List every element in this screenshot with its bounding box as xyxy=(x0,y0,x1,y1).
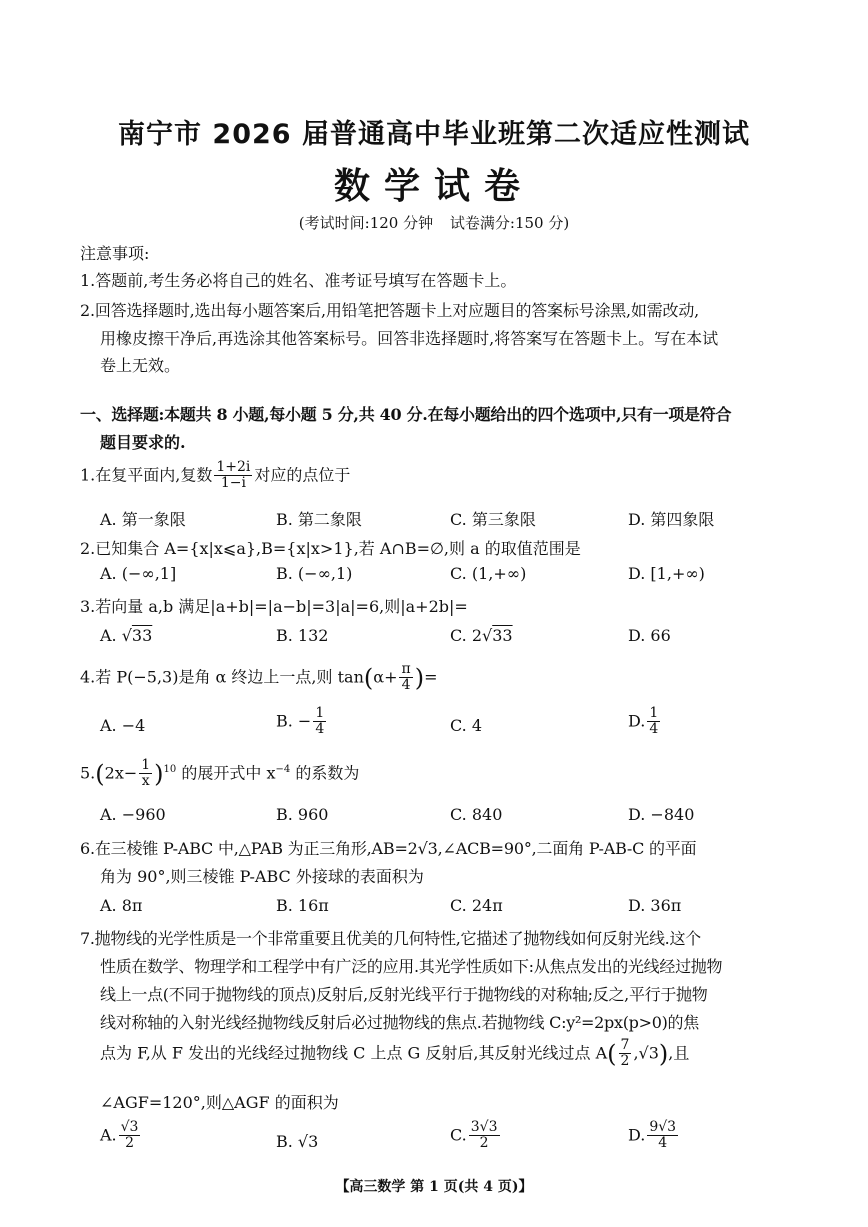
q1-den: 1−i xyxy=(220,475,246,492)
q7-point-den: 2 xyxy=(620,1053,630,1070)
q4-num: π xyxy=(401,661,411,677)
q7-text-end: ,且 xyxy=(668,1043,690,1063)
q3-c-prefix: C. 2√ xyxy=(450,626,493,645)
question-5: 5.(2x− $\frac{1}{x}$ )$^{10}$ 的展开式中 $x^{-4}$ 的系数为 xyxy=(80,757,360,790)
q2-option-a: A. (−∞,1] xyxy=(100,564,177,583)
exam-time: (考试时间:120 分钟 xyxy=(298,214,434,232)
q6-option-b: B. 16π xyxy=(276,896,329,915)
q1-option-c: C. 第三象限 xyxy=(450,510,536,529)
q6-option-a: A. 8π xyxy=(100,896,143,915)
q7-c-fraction xyxy=(469,1120,500,1152)
q5-number: 5. xyxy=(80,763,96,783)
q1-option-a: A. 第一象限 xyxy=(100,510,186,529)
q5-inner: 2x− xyxy=(104,763,138,783)
q4-d-fraction xyxy=(647,706,660,738)
section-heading: 一、选择题:本题共 8 小题,每小题 5 分,共 40 分.在每小题给出的四个选项中,只有一项是符合 xyxy=(80,405,732,424)
q7-option-c xyxy=(450,1120,502,1152)
q7-a-num: √3 xyxy=(120,1119,139,1135)
q2-option-b: B. (−∞,1) xyxy=(276,564,353,583)
question-6-cont: 角为 90°,则三棱锥 P-ABC 外接球的表面积为 xyxy=(100,867,424,886)
q4-text-end: = xyxy=(424,667,438,687)
q5-exponent: 10 xyxy=(163,764,177,776)
q5-exponent-2: −4 xyxy=(275,764,291,776)
q3-option-b: B. 132 xyxy=(276,626,329,645)
q3-option-d: D. 66 xyxy=(628,626,671,645)
q3-option-c xyxy=(450,626,513,645)
q4-option-d xyxy=(628,706,662,738)
q4-option-a: A. −4 xyxy=(100,716,146,735)
q5-option-d: D. −840 xyxy=(628,805,695,824)
q7-point-y: ,√3 xyxy=(633,1043,659,1063)
q6-option-c: C. 24π xyxy=(450,896,503,915)
q1-fraction xyxy=(214,460,252,492)
page-footer: 【高三数学 第 1 页(共 4 页)】 xyxy=(335,1179,533,1195)
question-7-cont: 性质在数学、物理学和工程学中有广泛的应用.其光学性质如下:从焦点发出的光线经过抛物 xyxy=(100,957,723,976)
exam-info xyxy=(0,212,868,233)
notice-item: 用橡皮擦干净后,再选涂其他答案标号。回答非选择题时,将答案写在答题卡上。写在本试 xyxy=(100,329,719,348)
q1-text-end: 对应的点位于 xyxy=(254,465,351,485)
q7-option-a xyxy=(100,1120,142,1152)
q4-inner: α+ xyxy=(373,667,398,687)
q5-text: 的展开式中 x xyxy=(176,763,276,783)
question-7-cont: 点为 F,从 F 发出的光线经过抛物线 C 上点 G 反射后,其反射光线过点 A( $\frac{7}{2}$ ,√3),且 xyxy=(100,1037,690,1070)
q4-b-prefix: B. − xyxy=(276,711,312,731)
q7-option-b: B. √3 xyxy=(276,1132,319,1151)
notice-heading: 注意事项: xyxy=(80,244,150,263)
q1-text: 1.在复平面内,复数 xyxy=(80,465,213,485)
full-score: 试卷满分:150 分) xyxy=(449,214,570,232)
question-4: 4.若 P(−5,3)是角 α 终边上一点,则 tan(α+ $\frac{\pi}{4}$ )= xyxy=(80,661,438,694)
q7-d-den: 4 xyxy=(658,1135,668,1152)
q7-c-den: 2 xyxy=(479,1135,489,1152)
section-heading-cont: 题目要求的. xyxy=(100,433,186,452)
q7-text: 点为 F,从 F 发出的光线经过抛物线 C 上点 G 反射后,其反射光线过点 A xyxy=(100,1043,608,1063)
q4-b-den: 4 xyxy=(315,721,325,738)
q5-den: x xyxy=(141,773,150,790)
q1-num: 1+2i xyxy=(216,459,251,475)
q5-option-c: C. 840 xyxy=(450,805,503,824)
subject-title: 数学试卷 xyxy=(333,166,534,207)
q5-fraction xyxy=(139,758,152,790)
q3-a-radicand: 33 xyxy=(131,626,153,645)
q3-option-a xyxy=(100,626,152,645)
question-1 xyxy=(80,460,350,492)
notice-item: 2.回答选择题时,选出每小题答案后,用铅笔把答题卡上对应题目的答案标号涂黑,如需改动, xyxy=(80,301,700,320)
q2-option-d: D. [1,+∞) xyxy=(628,564,705,583)
q4-d-prefix: D. xyxy=(628,711,646,731)
q7-a-prefix: A. xyxy=(100,1125,117,1145)
q2-option-c: C. (1,+∞) xyxy=(450,564,527,583)
q7-point-num: 7 xyxy=(620,1037,630,1053)
question-3: 3.若向量 a,b 满足|a+b|=|a−b|=3|a|=6,则|a+2b|= xyxy=(80,597,468,616)
question-7-cont: ∠AGF=120°,则△AGF 的面积为 xyxy=(100,1093,339,1112)
q5-option-b: B. 960 xyxy=(276,805,329,824)
question-6: 6.在三棱锥 P-ABC 中,△PAB 为正三角形,AB=2√3,∠ACB=90°,二面角 P-AB-C 的平面 xyxy=(80,839,697,858)
q4-b-num: 1 xyxy=(315,705,325,721)
q7-a-den: 2 xyxy=(125,1135,135,1152)
q5-text-end: 的系数为 xyxy=(290,763,360,783)
q3-c-radicand: 33 xyxy=(492,626,513,645)
q4-option-c: C. 4 xyxy=(450,716,483,735)
q5-num: 1 xyxy=(141,757,151,773)
q4-den: 4 xyxy=(401,677,411,694)
q7-c-num: 3√3 xyxy=(470,1119,498,1135)
q4-b-fraction xyxy=(313,706,326,738)
q4-d-num: 1 xyxy=(649,705,659,721)
q4-fraction xyxy=(399,662,412,694)
q7-point-fraction xyxy=(619,1038,632,1070)
q1-option-d: D. 第四象限 xyxy=(628,510,715,529)
q1-option-b: B. 第二象限 xyxy=(276,510,362,529)
notice-item: 1.答题前,考生务必将自己的姓名、准考证号填写在答题卡上。 xyxy=(80,271,517,290)
question-7: 7.抛物线的光学性质是一个非常重要且优美的几何特性,它描述了抛物线如何反射光线.这个 xyxy=(80,929,701,948)
q4-text: 4.若 P(−5,3)是角 α 终边上一点,则 tan xyxy=(80,667,364,687)
q4-option-b xyxy=(276,706,328,738)
q5-option-a: A. −960 xyxy=(100,805,166,824)
q7-a-fraction xyxy=(119,1120,141,1152)
q7-c-prefix: C. xyxy=(450,1125,467,1145)
q4-d-den: 4 xyxy=(649,721,659,738)
q7-d-fraction xyxy=(647,1120,678,1152)
q7-option-d xyxy=(628,1120,680,1152)
q7-d-num: 9√3 xyxy=(649,1119,677,1135)
question-7-cont: 线上一点(不同于抛物线的顶点)反射后,反射光线平行于抛物线的对称轴;反之,平行于抛物 xyxy=(100,985,708,1004)
question-2: 2.已知集合 A={x|x⩽a},B={x|x>1},若 A∩B=∅,则 a 的取值范围是 xyxy=(80,539,581,558)
exam-title: 南宁市 2026 届普通高中毕业班第二次适应性测试 xyxy=(118,119,750,150)
q3-a-prefix: A. √ xyxy=(100,626,132,645)
q6-option-d: D. 36π xyxy=(628,896,682,915)
q7-d-prefix: D. xyxy=(628,1125,646,1145)
notice-item: 卷上无效。 xyxy=(100,356,181,375)
question-7-cont: 线对称轴的入射光线经抛物线反射后必过抛物线的焦点.若抛物线 C:y²=2px(p>0)的焦 xyxy=(100,1013,699,1032)
